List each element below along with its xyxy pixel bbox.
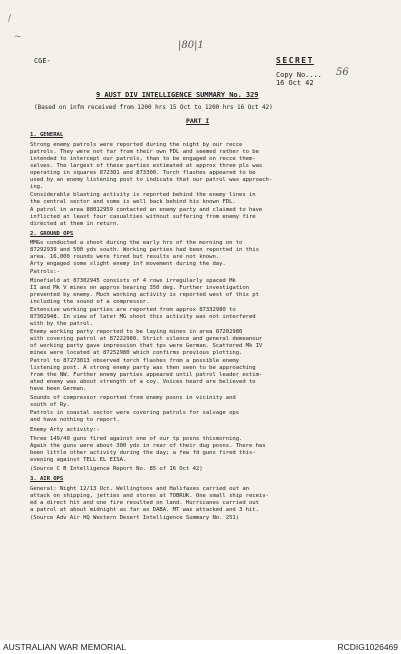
body-line: patrols. They were not far from their own FDL and seemed rather to be [30, 149, 259, 155]
body-line: a patrol at about midnight as far as DABA. MT was attacked and 3 hit. [30, 507, 259, 513]
body-line: operating in squares 872301 and 873300. Torch flashes appeared to be [30, 170, 256, 176]
body-line: of working party gave impression that tps were German. Scattered Mk IV [30, 343, 263, 349]
part-heading: PART I [186, 117, 210, 125]
handwritten-copy-mark: 56 [336, 67, 349, 78]
archive-footer [0, 640, 401, 654]
body-line: have been German. [30, 386, 87, 392]
pencil-mark-icon: ~ [14, 32, 22, 42]
handwritten-folio-number: |80|1 [178, 40, 204, 51]
body-line: A patrol in area 88012959 contacted an enemy party and claimed to have [30, 207, 263, 213]
body-line: 87292939 and 500 yds south. Working parties had been reported in this [30, 247, 259, 253]
body-line: Minefield at 87302945 consists of 4 rows irregularly spaced Mk [30, 278, 236, 284]
body-line: and have nothing to report. [30, 417, 120, 423]
body-line: Again the guns were about 300 yds in rear of their dug posns. There has [30, 443, 266, 449]
body-line: inflicted at least four casualties without suffering from enemy fire [30, 214, 256, 220]
body-line: Patrols in coastal sector were covering patrols for salvage ops [30, 410, 240, 416]
body-line: mines were located at 87252980 which confirms previous plotting. [30, 350, 243, 356]
body-line: Patrol to 87273013 observed torch flashes from a possible enemy [30, 358, 240, 364]
body-line: with by the patrol. [30, 321, 94, 327]
body-line: Arty engaged some slight enemy inf movement during the day. [30, 261, 226, 267]
source-note: (Source C B Intelligence Report No. 85 of 16 Oct 42) [30, 466, 203, 472]
body-line: directed at them in return. [30, 221, 120, 227]
body-line: ed a direct hit and one fire resulted on land. Hurricanes carried out [30, 500, 259, 506]
body-line: from the NW. Further enemy parties appeared until patrol leader estim- [30, 372, 263, 378]
copy-number: Copy No.... [276, 71, 322, 79]
body-line: MMGs conducted a shoot during the early hrs of the morning on to [30, 240, 243, 246]
body-line: Extensive working parties are reported from approx 87332980 to [30, 307, 236, 313]
body-line: the central sector and some is well back behind his known FDL. [30, 199, 236, 205]
pencil-mark-icon: / [8, 14, 12, 24]
section-heading-ground-ops: 2. GROUND OPS [30, 231, 74, 237]
body-line: selves. The largest of these parties estimated at approx three pls was [30, 163, 263, 169]
subheading-patrols: Patrols:- [30, 269, 60, 275]
body-line: General: Night 12/13 Oct. Wellingtons and Halifaxes carried out an [30, 486, 249, 492]
body-line: Enemy working party reported to be laying mines in area 87202980 [30, 329, 243, 335]
body-line: with covering patrol at 87222980. Strict silence and general demeanour [30, 336, 263, 342]
body-line: 87302948. In view of later MG shoot this activity was not interfered [30, 314, 256, 320]
body-line: used by an enemy listening post to indicate that our patrol was approach- [30, 177, 273, 183]
body-line: Three 149/40 guns fired against one of our tp posns thismorning. [30, 436, 243, 442]
body-line: attack on shipping, jetties and stores at TOBRUK. One small ship receiv- [30, 493, 269, 499]
body-line: Considerable blasting activity is reported behind the enemy lines in [30, 192, 256, 198]
body-line: evening against TELL EL EISA. [30, 457, 127, 463]
summary-subtitle: (Based on infm received from 1200 hrs 15 Oct to 1200 hrs 16 Oct 42) [34, 104, 273, 111]
body-line: ated enemy was about strength of a coy. Voices heard are believed to [30, 379, 256, 385]
body-line: prevented by enemy. Much working activity is reported west of this pt [30, 292, 259, 298]
body-line: area. 16,000 rounds were fired but results are not known. [30, 254, 220, 260]
subheading-enemy-arty: Enemy Arty activity:- [30, 427, 100, 433]
body-line: including the sound of a compressor. [30, 299, 150, 305]
body-line: Sounds of compressor reported from enemy posns in vicinity and [30, 395, 236, 401]
security-classification: SECRET [276, 56, 314, 65]
body-line: listening post. A strong enemy party was then seen to be approaching [30, 365, 256, 371]
section-heading-air-ops: 3. AIR OPS [30, 476, 64, 482]
body-line: been little other activity during the day; a few fd guns fired this- [30, 450, 256, 456]
body-line: Strong enemy patrols were reported during the night by our recce [30, 142, 243, 148]
body-line: intended to intercept our patrols, than to be engaged on recce them- [30, 156, 256, 162]
archive-name: AUSTRALIAN WAR MEMORIAL [3, 642, 126, 652]
body-line: ing. [30, 184, 44, 190]
summary-title: 9 AUST DIV INTELLIGENCE SUMMARY No. 329 [96, 91, 259, 99]
body-line: II and Mk V mines on approx bearing 350 deg. Further investigation [30, 285, 249, 291]
source-note: (Source Adv Air HQ Western Desert Intelligence Summary No. 251) [30, 515, 240, 521]
body-line: south of Ry. [30, 402, 70, 408]
archive-record-id: RCDIG1026469 [337, 642, 398, 652]
section-heading-general: 1. GENERAL [30, 132, 64, 138]
document-reference: CGE- [34, 57, 51, 65]
document-date: 16 Oct 42 [276, 79, 314, 87]
